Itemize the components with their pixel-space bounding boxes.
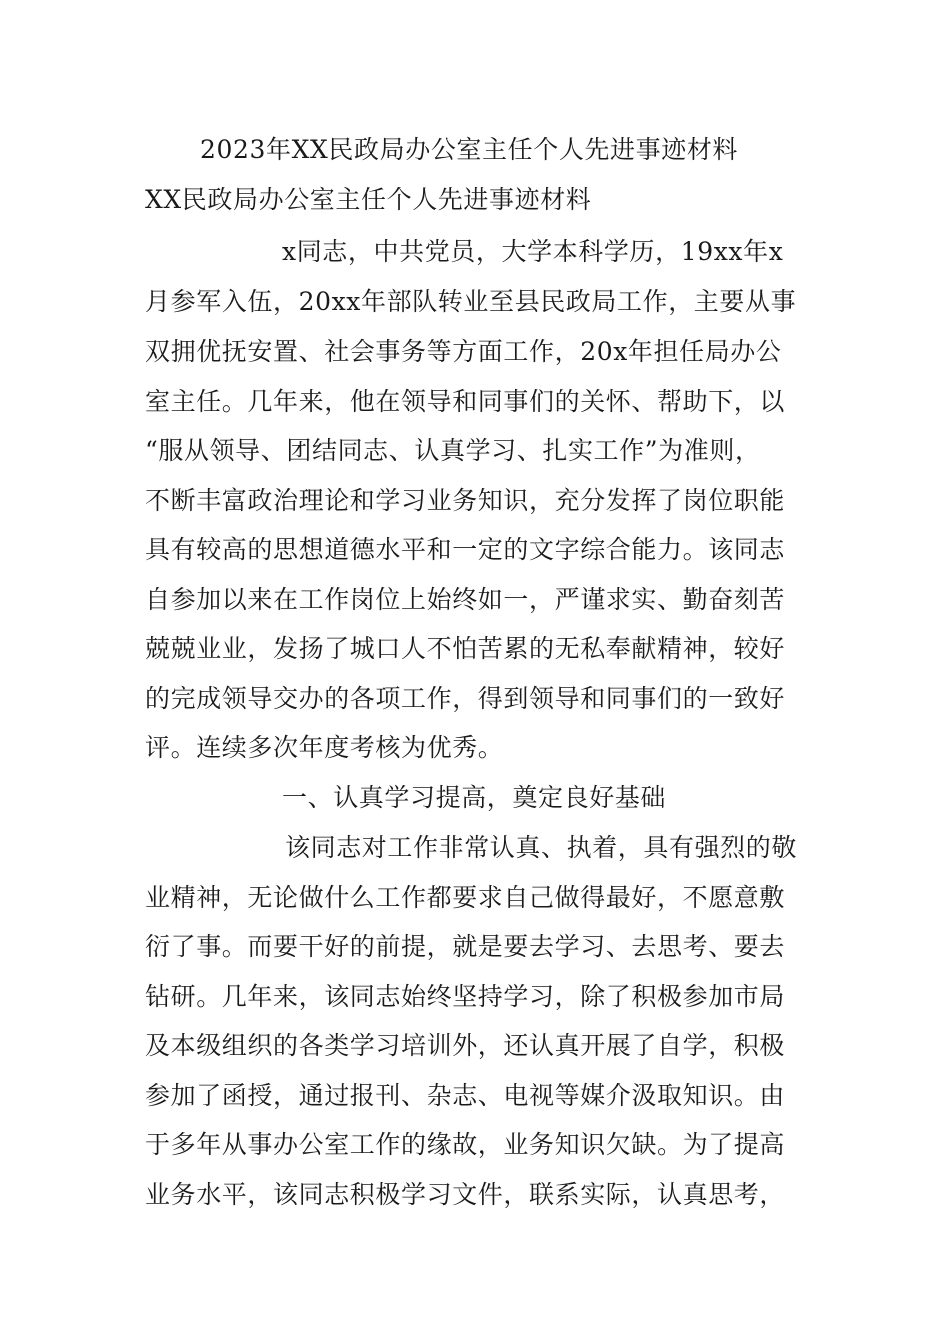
document-subtitle: XX民政局办公室主任个人先进事迹材料 [145,185,592,214]
paragraph-line: 兢兢业业，发扬了城口人不怕苦累的无私奉献精神，较好 [145,634,786,663]
paragraph-line: x同志，中共党员，大学本科学历，19xx年x [282,237,784,266]
paragraph-line: 的完成领导交办的各项工作，得到领导和同事们的一致好 [145,684,786,713]
paragraph-line: 评。连续多次年度考核为优秀。 [145,733,504,762]
paragraph-line: 参加了函授，通过报刊、杂志、电视等媒介汲取知识。由 [145,1081,786,1110]
paragraph-line: 具有较高的思想道德水平和一定的文字综合能力。该同志 [145,535,786,564]
paragraph-line: 及本级组织的各类学习培训外，还认真开展了自学，积极 [145,1031,786,1060]
paragraph-line: “服从领导、团结同志、认真学习、扎实工作”为准则， [145,436,761,465]
paragraph-line: 钻研。几年来，该同志始终坚持学习，除了积极参加市局 [145,982,786,1011]
paragraph-line: 业精神，无论做什么工作都要求自己做得最好，不愿意敷 [145,883,786,912]
paragraph-line: 不断丰富政治理论和学习业务知识，充分发挥了岗位职能 [145,486,786,515]
paragraph-line: 于多年从事办公室工作的缘故，业务知识欠缺。为了提高 [145,1130,786,1159]
section-heading: 一、认真学习提高，奠定良好基础 [282,783,667,812]
paragraph-line: 双拥优抚安置、社会事务等方面工作，20x年担任局办公 [145,337,782,366]
paragraph-line: 自参加以来在工作岗位上始终如一，严谨求实、勤奋刻苦 [145,585,786,614]
paragraph-line: 月参军入伍，20xx年部队转业至县民政局工作，主要从事 [145,287,797,316]
paragraph-line: 该同志对工作非常认真、执着，具有强烈的敬 [285,833,798,862]
paragraph-line: 业务水平，该同志积极学习文件，联系实际，认真思考， [145,1180,786,1209]
paragraph-line: 室主任。几年来，他在领导和同事们的关怀、帮助下，以 [145,387,786,416]
paragraph-line: 衍了事。而要干好的前提，就是要去学习、去思考、要去 [145,932,786,961]
document-title: 2023年XX民政局办公室主任个人先进事迹材料 [200,135,739,164]
